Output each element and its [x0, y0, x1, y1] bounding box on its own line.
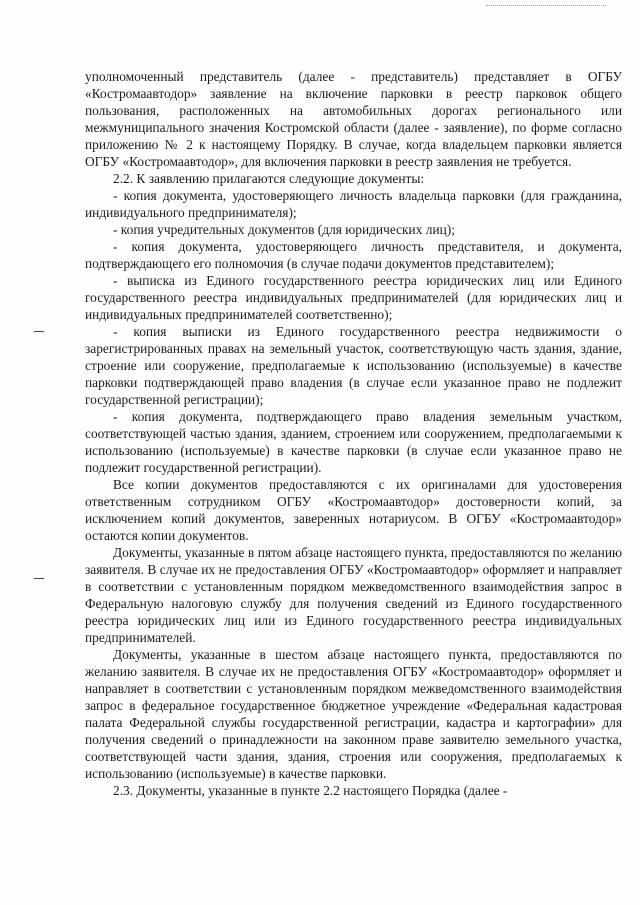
list-item-owner-id: - копия документа, удостоверяющего личность владельца парковки (для гражданина, индивидуального предпринимателя); — [85, 188, 622, 220]
paragraph-sixth-clause-docs: Документы, указанные в шестом абзаце настоящего пункта, предоставляются по желанию заявителя. В случае их не предоставления ОГБУ «Костромаавтодор» оформляет и направляет в соответствии с установленным порядком межведомственного взаимодействия запрос в федеральное государственное бюджетное учреждение «Федеральная кадастровая палата Федеральной службы государственной регистрации, кадастра и картографии» для получения сведений о принадлежности на законном праве заявителю земельного участка, соответствующей части здания, здания, строения или сооружения, предполагаемых к использованию (используемые) в качестве парковки. — [85, 647, 622, 781]
paragraph-2-3-start: 2.3. Документы, указанные в пункте 2.2 настоящего Порядка (далее - — [113, 783, 508, 798]
list-item-real-estate-extract: - копия выписки из Единого государственного реестра недвижимости о зарегистрированных правах на земельный участок, соответствующую часть здания, здание, строение или сооружение, предполагаемые к использованию (используемые) в качестве парковки подтверждающей право владения (в случае если указанное право не подлежит государственной регистрации); — [85, 324, 622, 407]
list-item-charter-docs: - копия учредительных документов (для юридических лиц); — [113, 222, 455, 237]
paragraph-fifth-clause-docs: Документы, указанные в пятом абзаце настоящего пункта, предоставляются по желанию заявителя. В случае их не предоставления ОГБУ «Костромаавтодор» оформляет и направляет в соответствии с установленным порядком межведомственного взаимодействия запрос в Федеральную налоговую службу для получения сведений из Единого государственного реестра юридических лиц или из Единого государственного реестра индивидуальных предпринимателей. — [85, 545, 622, 645]
paragraph-2-2-heading: 2.2. К заявлению прилагаются следующие документы: — [113, 171, 425, 186]
paragraph-intro-continuation: уполномоченный представитель (далее - представитель) представляет в ОГБУ «Костромаавтодор» заявление на включение парковки в реестр парковок общего пользования, расположенных на автомобильных дорогах регионального или межмуниципального значения Костромской области (далее - заявление), по форме согласно приложению № 2 к настоящему Порядку. В случае, когда владельцем парковки является ОГБУ «Костромаавтодор», для включения парковки в реестр заявления не требуется. — [85, 69, 622, 169]
document-body — [85, 68, 622, 799]
list-item-registry-extract: - выписка из Единого государственного реестра юридических лиц или Единого государственного реестра индивидуальных предпринимателей (для юридических лиц и индивидуальных предпринимателей соответственно); — [85, 273, 622, 322]
margin-mark-lower — [34, 578, 44, 579]
paragraph-copies-certification: Все копии документов предоставляются с их оригиналами для удостоверения ответственным сотрудником ОГБУ «Костромаавтодор» достоверности копий, за исключением копий документов, заверенных нотариусом. В ОГБУ «Костромаавтодор» остаются копии документов. — [85, 477, 622, 543]
list-item-representative-id: - копия документа, удостоверяющего личность представителя, и документа, подтверждающего его полномочия (в случае подачи документов представителем); — [85, 239, 622, 271]
scan-top-mark — [486, 5, 606, 6]
margin-mark-upper — [34, 331, 44, 332]
list-item-land-ownership-doc: - копия документа, подтверждающего право владения земельным участком, соответствующей частью здания, зданием, строением или сооружением, предполагаемыми к использованию (используемые) в качестве парковки (в случае если указанное право не подлежит государственной регистрации). — [85, 409, 622, 475]
